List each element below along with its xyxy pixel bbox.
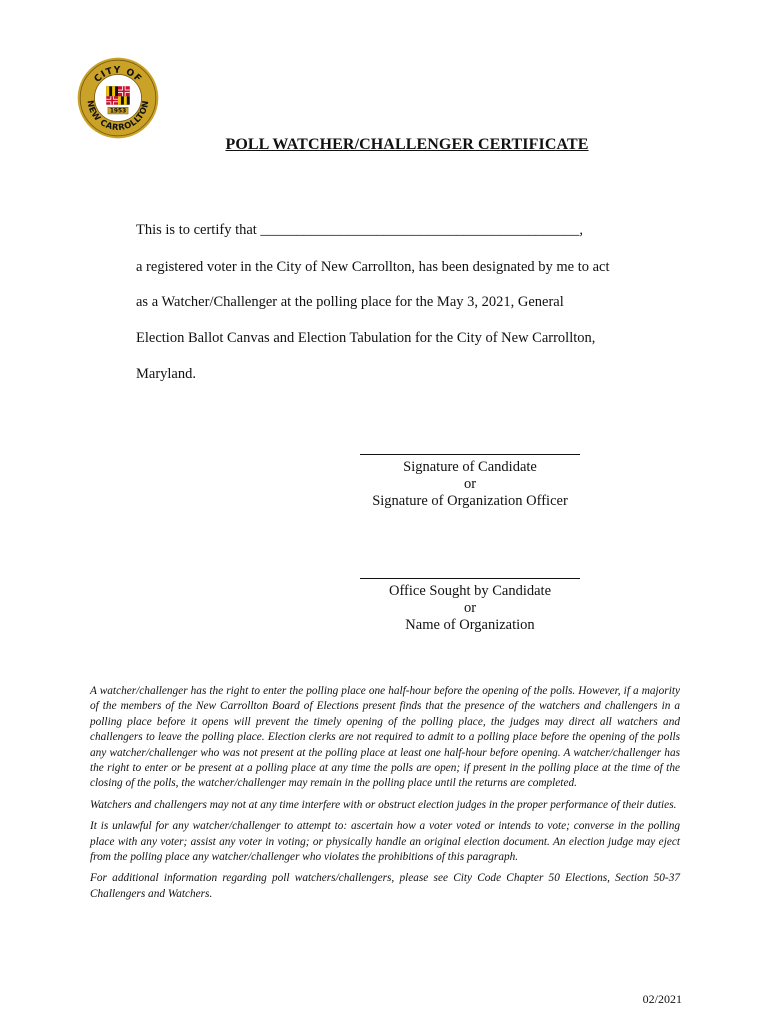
signature-label: Signature of Candidate xyxy=(403,459,537,475)
signature-block xyxy=(360,454,580,510)
signature-line[interactable] xyxy=(360,454,580,455)
svg-text:CITY OF: CITY OF xyxy=(92,64,144,85)
certify-line-1: This is to certify that ____________________________________________, xyxy=(136,222,584,238)
svg-text:NEW CARROLLTON: NEW CARROLLTON xyxy=(85,99,151,133)
revision-date: 02/2021 xyxy=(642,992,682,1006)
certify-line-3: as a Watcher/Challenger at the polling place for the May 3, 2021, General xyxy=(136,294,564,310)
office-block xyxy=(360,578,580,634)
notes-section xyxy=(90,684,680,908)
note-paragraph-4: For additional information regarding poll watchers/challengers, please see City Code Chapter 50 Elections, Section 50-37 Challengers and Watchers. xyxy=(90,872,680,900)
svg-text:1953: 1953 xyxy=(109,108,127,115)
certify-line-5: Maryland. xyxy=(136,366,196,382)
signature-or: or xyxy=(463,476,477,492)
office-label: Office Sought by Candidate xyxy=(388,583,552,599)
signature-alt-label: Signature of Organization Officer xyxy=(372,493,568,509)
office-line[interactable] xyxy=(360,578,580,579)
note-paragraph-2: Watchers and challengers may not at any time interfere with or obstruct election judges in the proper performance of their duties. xyxy=(90,798,677,811)
note-paragraph-1: A watcher/challenger has the right to enter the polling place one half-hour before the opening of the polls. However, if a majority of the members of the New Carrollton Board of Elections present finds that the presence of the watchers and challengers in a polling place before it opens will prevent the timely opening of the polling place, the judges may direct all watchers and challengers to leave the polling place. Election clerks are not required to admit to a polling place before the opening of the polls any watcher/challenger who was not present at the polling place at least one half-hour before opening. A watcher/challenger has the right to enter or be present at a polling place at any time the polls are open; if present in the polling place at the time of the closing of the polls, the watcher/challenger may remain in the polling place until the returns are completed. xyxy=(90,685,680,790)
note-paragraph-3: It is unlawful for any watcher/challenger to attempt to: ascertain how a voter voted or intends to vote; converse in the polling place with any voter; assist any voter in voting; or physically handle an original election document. An election judge may eject from the polling place any watcher/challenger who violates the prohibitions of this paragraph. xyxy=(90,820,680,864)
certify-line-4: Election Ballot Canvas and Election Tabulation for the City of New Carrollton, xyxy=(136,330,596,346)
page-title: POLL WATCHER/CHALLENGER CERTIFICATE xyxy=(225,136,589,153)
certify-line-2: a registered voter in the City of New Carrollton, has been designated by me to act xyxy=(136,259,610,275)
city-seal-logo xyxy=(76,56,160,140)
office-or: or xyxy=(463,600,477,616)
office-alt-label: Name of Organization xyxy=(405,617,535,633)
